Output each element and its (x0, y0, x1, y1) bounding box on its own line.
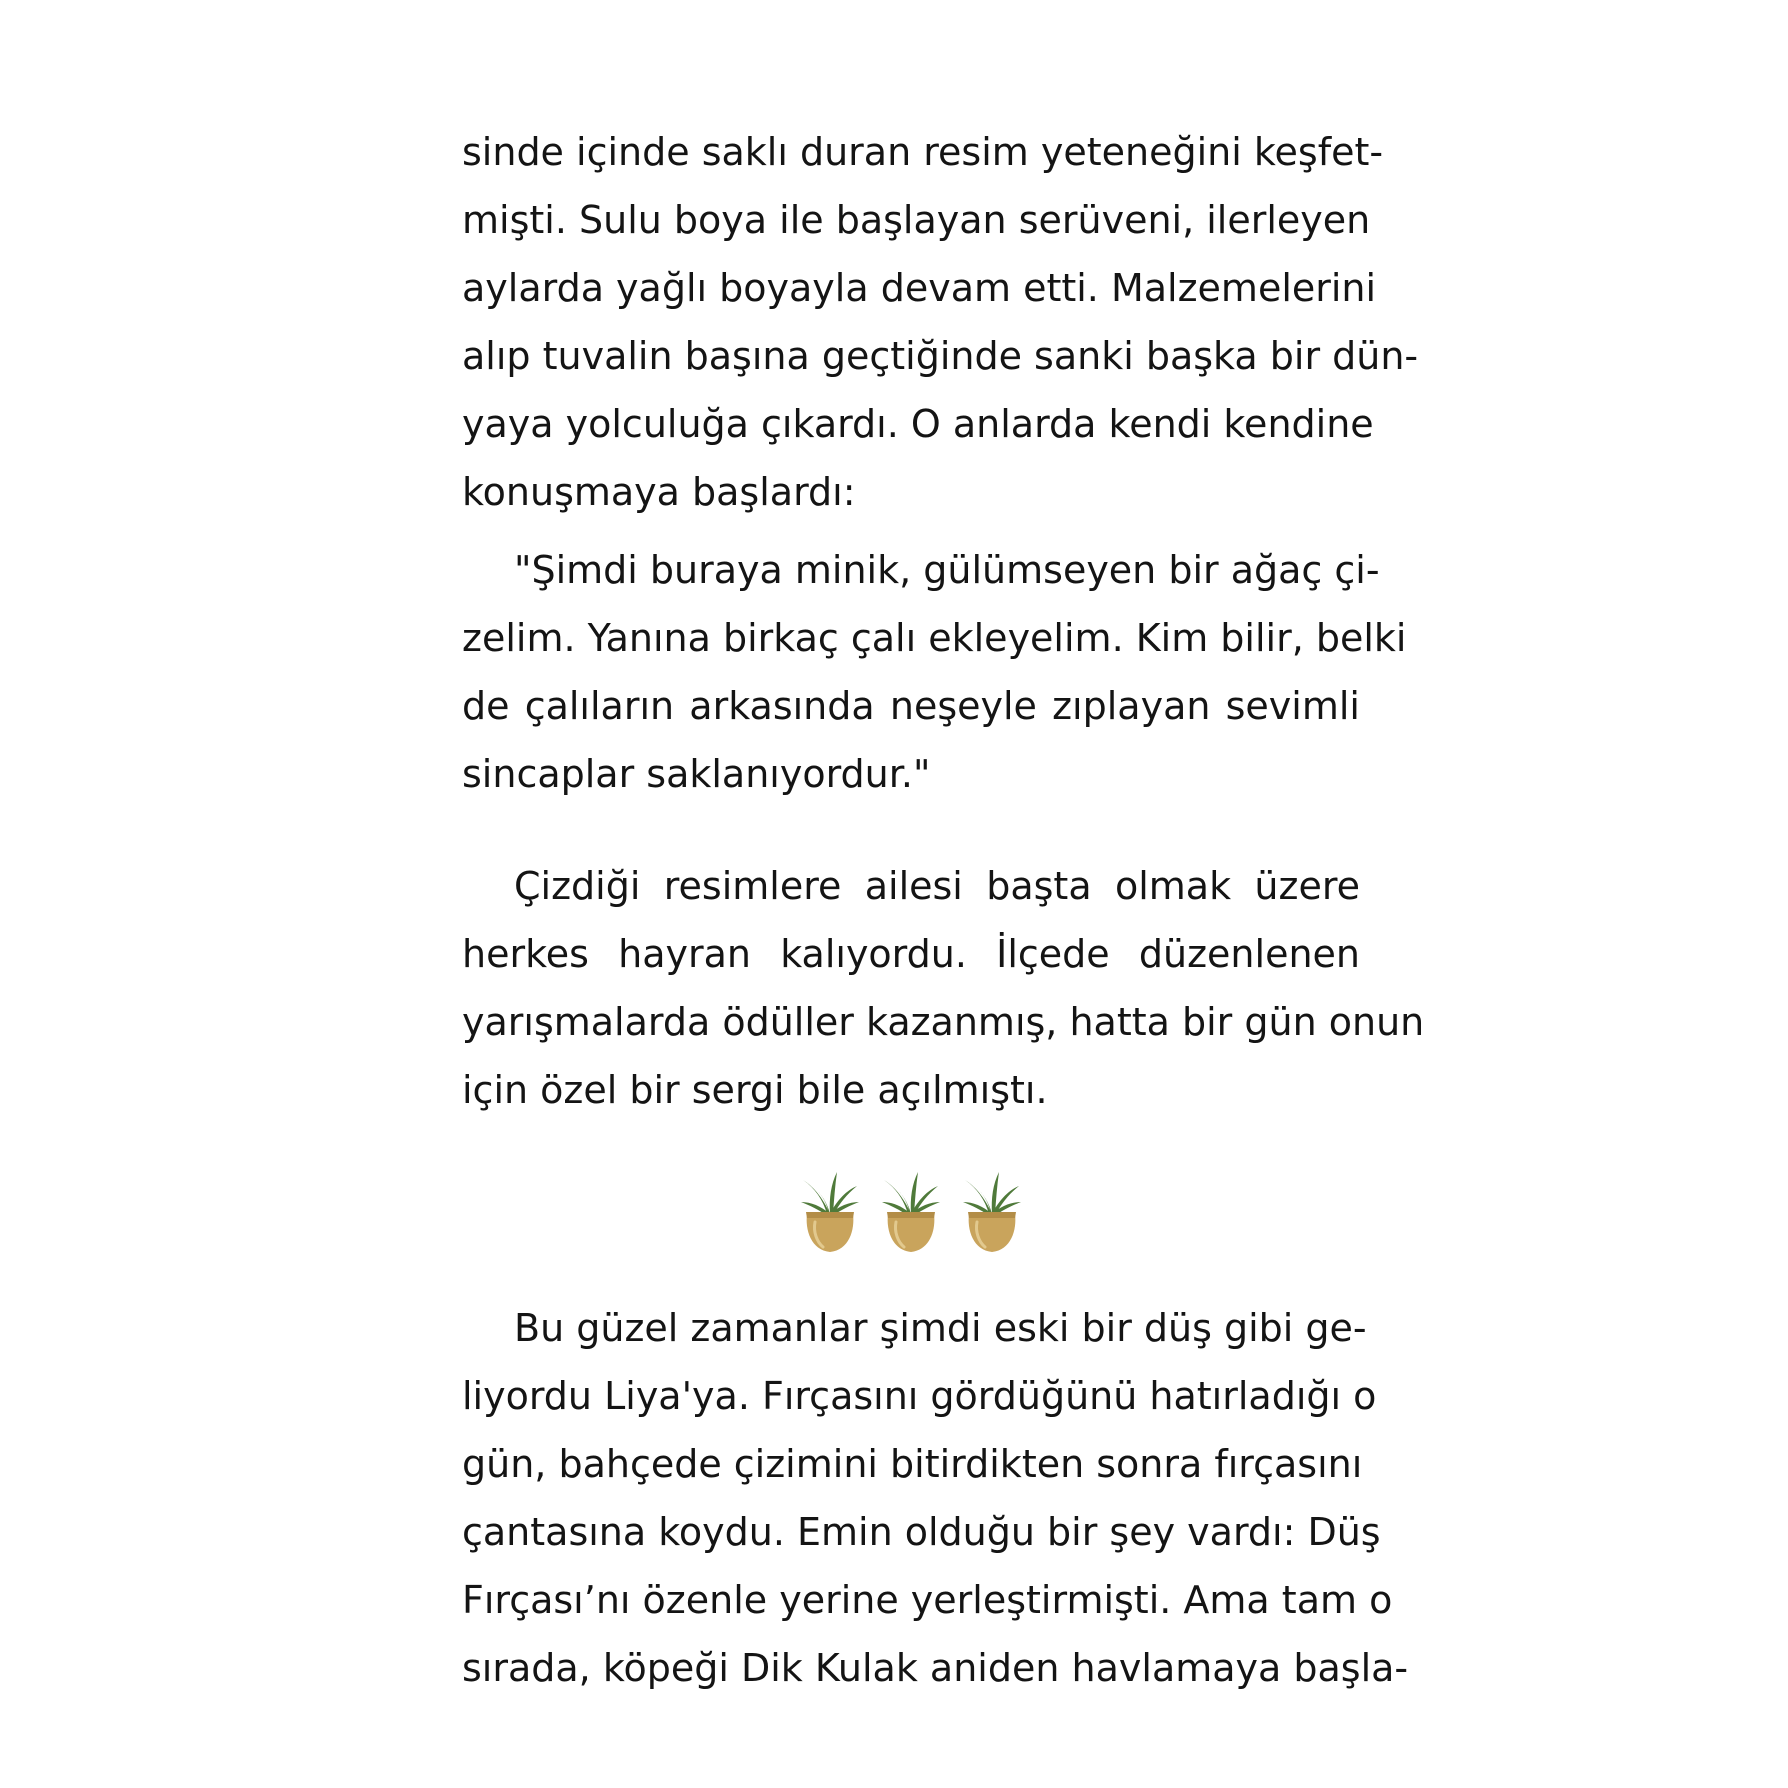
paragraph-4-line-6: sırada, köpeği Dik Kulak aniden havlamaya başla- (462, 1646, 1409, 1690)
paragraph-1-line-5: yaya yolculuğa çıkardı. O anlarda kendi kendine (462, 402, 1374, 446)
paragraph-4-line-1: Bu güzel zamanlar şimdi eski bir düş gibi ge- (514, 1306, 1367, 1350)
paragraph-1-line-6: konuşmaya başlardı: (462, 470, 856, 514)
section-divider-ornament (799, 1168, 1023, 1258)
potted-plant-icon (880, 1168, 942, 1254)
paragraph-4-line-4: çantasına koydu. Emin olduğu bir şey vardı: Düş (462, 1510, 1381, 1554)
paragraph-3-line-1: Çizdiği resimlere ailesi başta olmak üzere (514, 864, 1360, 908)
paragraph-4-line-2: liyordu Liya'ya. Fırçasını gördüğünü hatırladığı o (462, 1374, 1377, 1418)
potted-plant-icon (799, 1168, 861, 1254)
paragraph-1-line-4: alıp tuvalin başına geçtiğinde sanki başka bir dün- (462, 334, 1419, 378)
paragraph-4-line-5: Fırçası’nı özenle yerine yerleştirmişti. Ama tam o (462, 1578, 1393, 1622)
paragraph-1-line-3: aylarda yağlı boyayla devam etti. Malzemelerini (462, 266, 1377, 310)
potted-plant-icon (961, 1168, 1023, 1254)
paragraph-2-line-4: sincaplar saklanıyordur." (462, 752, 931, 796)
paragraph-4-line-3: gün, bahçede çizimini bitirdikten sonra fırçasını (462, 1442, 1363, 1486)
paragraph-2-line-2: zelim. Yanına birkaç çalı ekleyelim. Kim bilir, belki (462, 616, 1407, 660)
paragraph-3-line-4: için özel bir sergi bile açılmıştı. (462, 1068, 1048, 1112)
paragraph-3-line-3: yarışmalarda ödüller kazanmış, hatta bir gün onun (462, 1000, 1425, 1044)
paragraph-2-line-1: "Şimdi buraya minik, gülümseyen bir ağaç çi- (514, 548, 1380, 592)
paragraph-1-line-2: mişti. Sulu boya ile başlayan serüveni, ilerleyen (462, 198, 1371, 242)
paragraph-2-line-3: de çalıların arkasında neşeyle zıplayan sevimli (462, 684, 1360, 728)
paragraph-3-line-2: herkes hayran kalıyordu. İlçede düzenlenen (462, 932, 1360, 976)
paragraph-1-line-1: sinde içinde saklı duran resim yeteneğini keşfet- (462, 130, 1384, 174)
